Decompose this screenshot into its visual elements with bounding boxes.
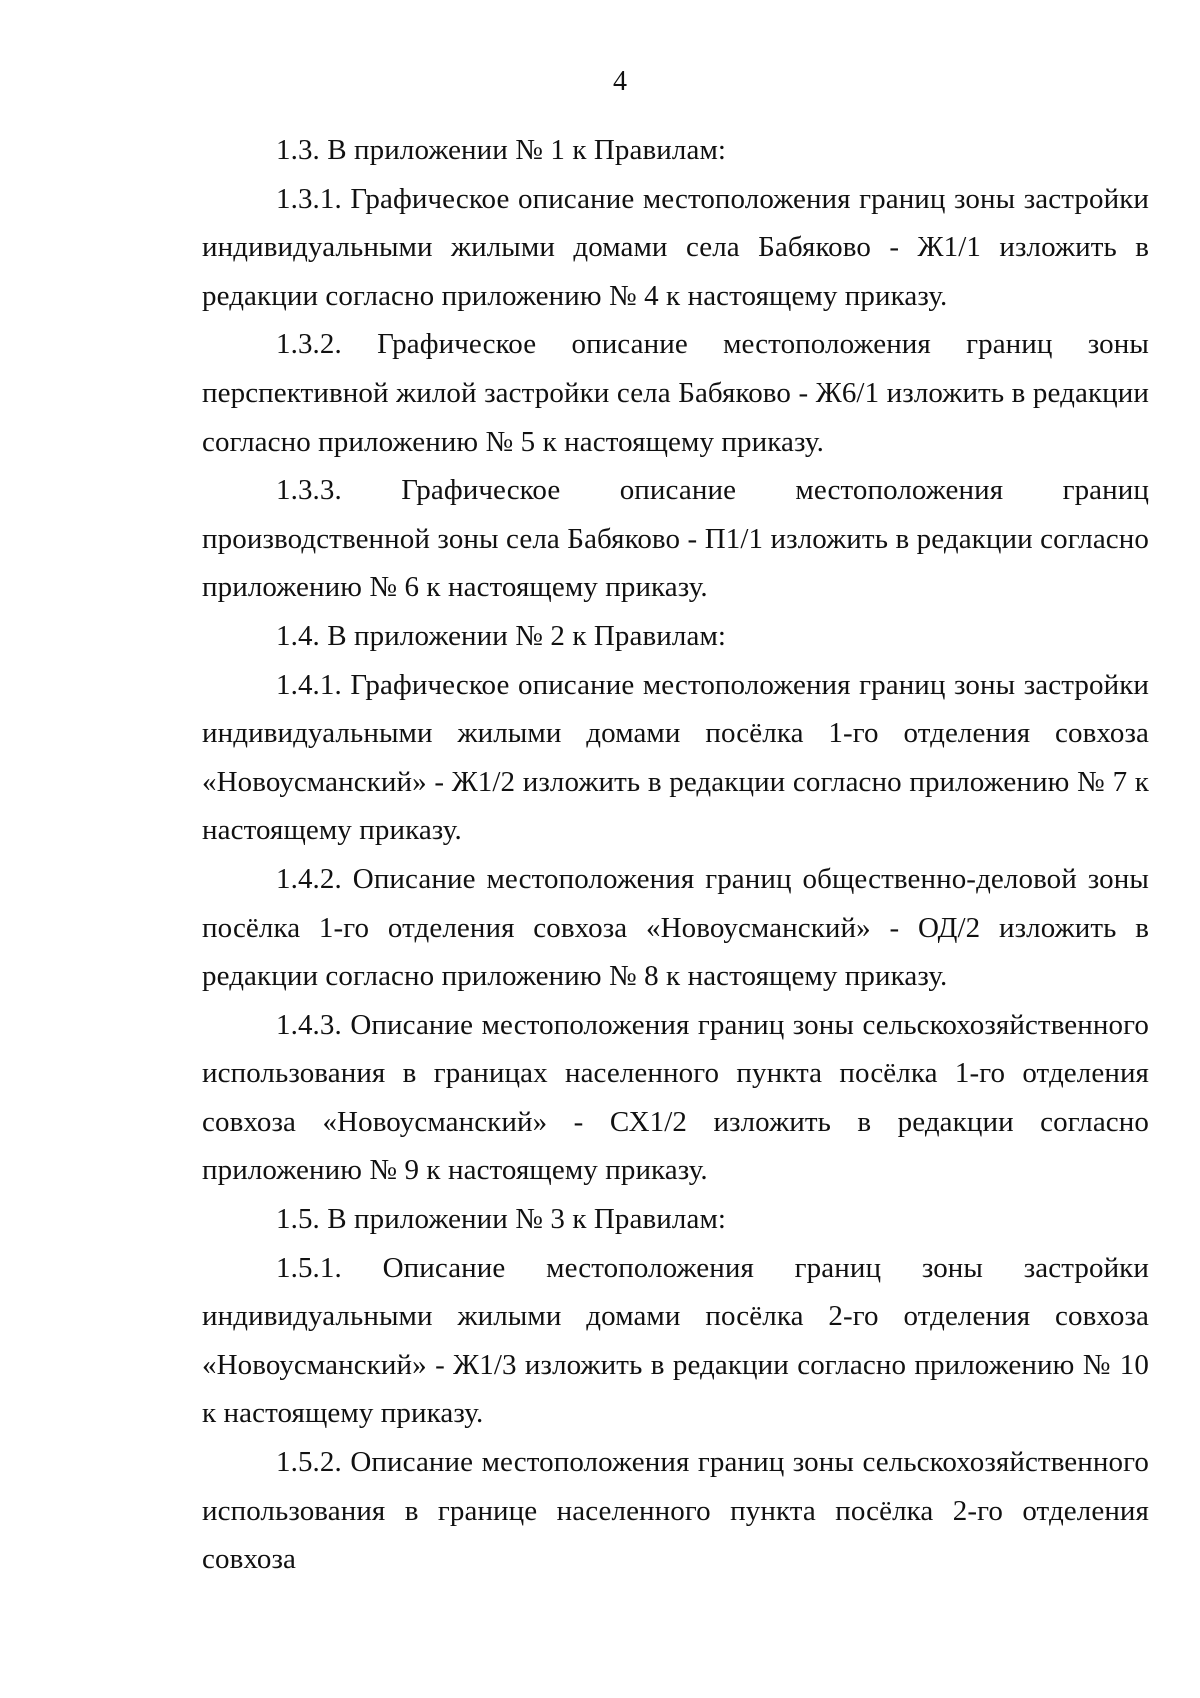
paragraph-1-3-2: 1.3.2. Графическое описание местоположения границ зоны перспективной жилой застройки села Бабяково - Ж6/1 изложить в редакции согласно приложению № 5 к настоящему приказу. — [202, 328, 1149, 458]
paragraph-1-3-3: 1.3.3. Графическое описание местоположения границ производственной зоны села Бабяково - П1/1 изложить в редакции согласно приложению № 6 к настоящему приказу. — [202, 474, 1149, 604]
paragraph-1-3: 1.3. В приложении № 1 к Правилам: — [276, 134, 727, 166]
paragraph-1-4-1: 1.4.1. Графическое описание местоположения границ зоны застройки индивидуальными жилыми домами посёлка 1-го отделения совхоза «Новоусманский» - Ж1/2 изложить в редакции согласно приложению № 7 к настоящему приказу. — [202, 668, 1149, 847]
paragraph-1-5-2: 1.5.2. Описание местоположения границ зоны сельскохозяйственного использования в границе населенного пункта посёлка 2-го отделения совхоза — [202, 1446, 1149, 1576]
paragraph-1-4-2: 1.4.2. Описание местоположения границ общественно-деловой зоны посёлка 1-го отделения совхоза «Новоусманский» - ОД/2 изложить в редакции согласно приложению № 8 к настоящему приказу. — [202, 862, 1149, 993]
paragraph-1-5: 1.5. В приложении № 3 к Правилам: — [276, 1203, 727, 1236]
page-number: 4 — [613, 66, 627, 97]
paragraph-1-4: 1.4. В приложении № 2 к Правилам: — [276, 619, 727, 652]
paragraph-1-3-1: 1.3.1. Графическое описание местоположения границ зоны застройки индивидуальными жилыми домами села Бабяково - Ж1/1 изложить в редакции согласно приложению № 4 к настоящему приказу. — [202, 182, 1149, 312]
paragraph-1-5-1: 1.5.1. Описание местоположения границ зоны застройки индивидуальными жилыми домами посёлка 2-го отделения совхоза «Новоусманский» - Ж1/3 изложить в редакции согласно приложению № 10 к настоящему приказу. — [202, 1251, 1149, 1430]
document-body — [202, 126, 1149, 1584]
paragraph-1-4-3: 1.4.3. Описание местоположения границ зоны сельскохозяйственного использования в границах населенного пункта посёлка 1-го отделения совхоза «Новоусманский» - СХ1/2 изложить в редакции согласно приложению № 9 к настоящему приказу. — [202, 1008, 1149, 1187]
